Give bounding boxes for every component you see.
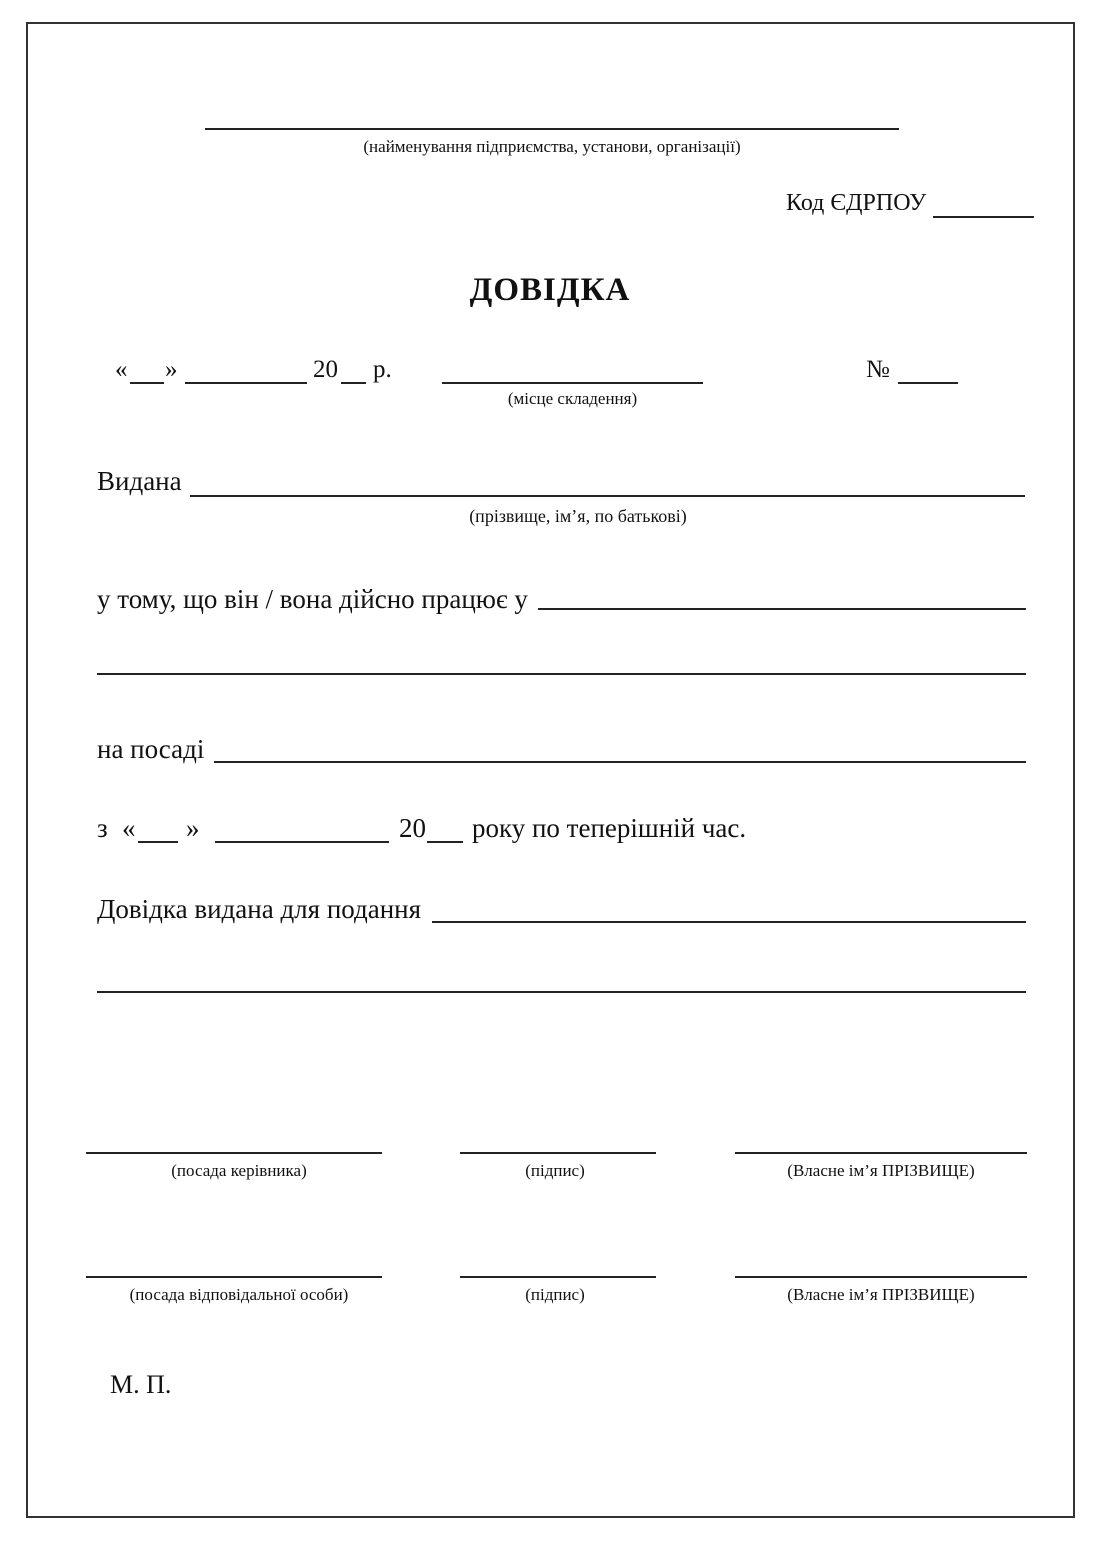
purpose-label: Довідка видана для подання	[97, 894, 422, 924]
since-year-prefix: 20	[399, 813, 426, 843]
manager-position-field[interactable]	[86, 1124, 382, 1154]
manager-position-caption: (посада керівника)	[171, 1161, 307, 1180]
date-year-suffix: р.	[373, 356, 392, 383]
position-field[interactable]	[214, 733, 1026, 763]
since-day-field[interactable]	[138, 813, 178, 843]
manager-signature-caption: (підпис)	[525, 1161, 585, 1180]
manager-signature-field[interactable]	[460, 1124, 656, 1154]
document-title: ДОВІДКА	[469, 272, 631, 308]
since-suffix: року по теперішній час.	[472, 813, 747, 843]
since-year-field[interactable]	[427, 813, 463, 843]
edrpou-field[interactable]	[933, 188, 1034, 218]
issued-name-field[interactable]	[190, 467, 1025, 497]
works-label: у тому, що він / вона дійсно працює у	[97, 584, 528, 614]
responsible-position-caption: (посада відповідальної особи)	[129, 1285, 349, 1304]
org-name-field[interactable]	[205, 100, 899, 130]
number-label: №	[866, 356, 890, 383]
responsible-position-field[interactable]	[86, 1248, 382, 1278]
since-open-quote: «	[122, 813, 136, 843]
number-field[interactable]	[898, 354, 958, 384]
responsible-name-caption: (Власне ім’я ПРІЗВИЩЕ)	[787, 1285, 975, 1304]
since-prefix: з	[97, 813, 108, 843]
place-caption: (місце складення)	[507, 389, 638, 408]
since-close-quote: »	[186, 813, 200, 843]
org-name-caption: (найменування підприємства, установи, організації)	[363, 137, 741, 156]
manager-name-caption: (Власне ім’я ПРІЗВИЩЕ)	[787, 1161, 975, 1180]
issued-caption: (прізвище, ім’я, по батькові)	[469, 506, 687, 526]
purpose-field[interactable]	[432, 893, 1026, 923]
position-label: на посаді	[97, 734, 205, 764]
workplace-field-continued[interactable]	[97, 645, 1026, 675]
date-close-quote: »	[165, 356, 178, 383]
responsible-name-field[interactable]	[735, 1248, 1027, 1278]
responsible-signature-caption: (підпис)	[525, 1285, 585, 1304]
purpose-field-continued[interactable]	[97, 963, 1026, 993]
date-year-field[interactable]	[341, 354, 366, 384]
since-month-field[interactable]	[215, 813, 389, 843]
date-open-quote: «	[115, 356, 128, 383]
workplace-field[interactable]	[538, 580, 1026, 610]
date-day-field[interactable]	[130, 354, 164, 384]
date-year-prefix: 20	[313, 356, 338, 383]
stamp-place-label: М. П.	[110, 1370, 172, 1399]
place-field[interactable]	[442, 354, 703, 384]
issued-label: Видана	[97, 466, 182, 496]
manager-name-field[interactable]	[735, 1124, 1027, 1154]
responsible-signature-field[interactable]	[460, 1248, 656, 1278]
edrpou-label: Код ЄДРПОУ	[786, 190, 927, 216]
date-month-field[interactable]	[185, 354, 307, 384]
